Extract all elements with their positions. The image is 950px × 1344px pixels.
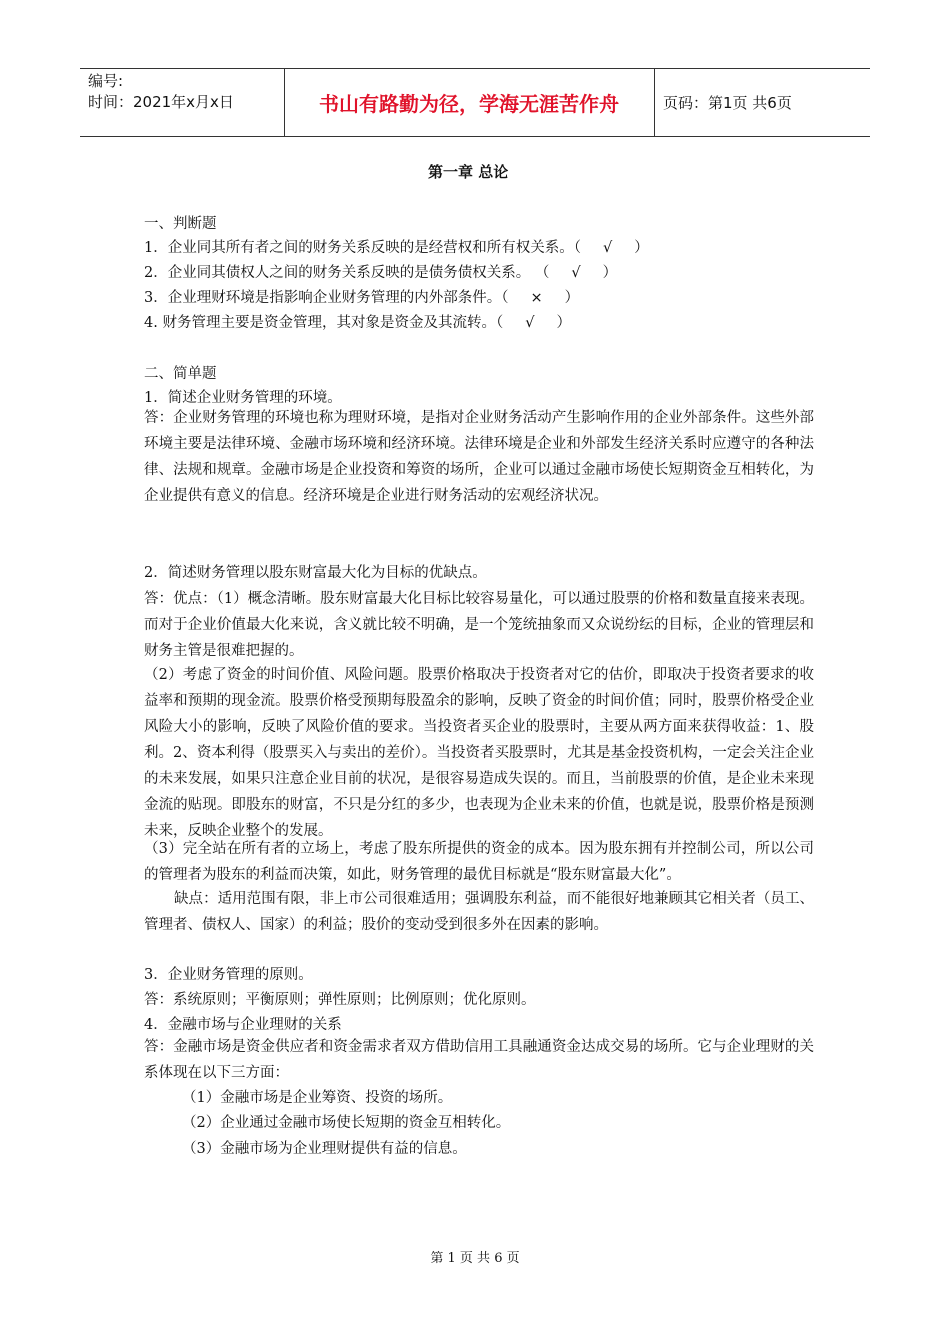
question: 3．企业财务管理的原则。 (144, 967, 313, 983)
judgment-item (144, 311, 571, 332)
header-divider (654, 69, 655, 136)
cross-mark: × (530, 290, 543, 306)
answer-paragraph: 答：系统原则；平衡原则；弹性原则；比例原则；优化原则。 (144, 992, 536, 1008)
answer-paragraph: （2）考虑了资金的时间价值、风险问题。股票价格取决于投资者对它的估价，即取决于投资者要求的收益率和预期的现金流。股票价格受预期每股盈余的影响，反映了资金的时间价值；同时，股票价格受企业风险大小的影响，反映了风险价值的要求。当投资者买企业的股票时，主要从两方面来获得收益：1、股利。2、资本利得（股票买入与卖出的差价）。当投资者买股票时，尤其是基金投资机构，一定会关注企业的未来发展，如果只注意企业目前的状况，是很容易造成失误的。而且，当前股票的价值，是企业未来现金流的贴现。即股东的财富，不只是分红的多少，也表现为企业未来的价值，也就是说，股票价格是预测未来，反映企业整个的发展。 (144, 667, 814, 839)
chapter-title: 第一章 总论 (428, 163, 509, 181)
answer-paragraph: 答：金融市场是资金供应者和资金需求者双方借助信用工具融通资金达成交易的场所。它与企业理财的关系体现在以下三方面： (144, 1039, 814, 1081)
section-heading: 一、判断题 (144, 216, 217, 232)
question: 1．简述企业财务管理的环境。 (144, 390, 342, 406)
question: 4．金融市场与企业理财的关系 (144, 1017, 342, 1033)
list-item: （1）金融市场是企业筹资、投资的场所。 (182, 1090, 453, 1106)
page-footer: 第 1 页 共 6 页 (430, 1251, 520, 1266)
answer-paragraph: 答：优点：（1）概念清晰。股东财富最大化目标比较容易量化，可以通过股票的价格和数量直接来表现。而对于企业价值最大化来说，含义就比较不明确，是一个笼统抽象而又众说纷纭的目标，企业的管理层和财务主管是很难把握的。 (144, 591, 814, 659)
check-mark: √ (525, 315, 535, 331)
judgment-close: ） (556, 315, 571, 331)
judgment-close: ） (564, 290, 580, 306)
judgment-text: 2．企业同其债权人之间的财务关系反映的是债务债权关系。 （ (144, 265, 550, 281)
time-label: 时间：2021年x月x日 (88, 93, 234, 111)
number-label: 编号: (88, 72, 124, 90)
section-heading: 二、简单题 (144, 366, 217, 382)
answer-paragraph: 缺点：适用范围有限，非上市公司很难适用；强调股东利益，而不能很好地兼顾其它相关者（员工、管理者、债权人、国家）的利益；股价的变动受到很多外在因素的影响。 (144, 891, 814, 933)
list-item: （3）金融市场为企业理财提供有益的信息。 (182, 1141, 467, 1157)
header-motto: 书山有路勤为径，学海无涯苦作舟 (319, 92, 619, 116)
judgment-item (144, 261, 617, 282)
list-item: （2）企业通过金融市场使长短期的资金互相转化。 (182, 1115, 511, 1131)
check-mark: √ (602, 240, 613, 256)
check-mark: √ (571, 265, 581, 281)
judgment-text: 3．企业理财环境是指影响企业财务管理的内外部条件。（ (144, 290, 509, 306)
judgment-item (144, 236, 649, 257)
judgment-text: 4. 财务管理主要是资金管理，其对象是资金及其流转。（ (144, 315, 504, 331)
judgment-close: ） (634, 240, 649, 256)
header-meta (88, 71, 234, 113)
judgment-close: ） (602, 265, 618, 281)
question: 2．简述财务管理以股东财富最大化为目标的优缺点。 (144, 565, 487, 581)
document-header (80, 68, 870, 137)
answer-paragraph: 答：企业财务管理的环境也称为理财环境，是指对企业财务活动产生影响作用的企业外部条件。这些外部环境主要是法律环境、金融市场环境和经济环境。法律环境是企业和外部发生经济关系时应遵守的各种法律、法规和规章。金融市场是企业投资和筹资的场所，企业可以通过金融市场使长短期资金互相转化，为企业提供有意义的信息。经济环境是企业进行财务活动的宏观经济状况。 (144, 410, 814, 504)
judgment-item (144, 286, 579, 307)
answer-paragraph: （3）完全站在所有者的立场上，考虑了股东所提供的资金的成本。因为股东拥有并控制公司，所以公司的管理者为股东的利益而决策，如此，财务管理的最优目标就是“股东财富最大化”。 (144, 841, 814, 883)
header-page-info: 页码：第1页 共6页 (663, 94, 792, 112)
judgment-text: 1．企业同其所有者之间的财务关系反映的是经营权和所有权关系。（ (144, 240, 581, 256)
